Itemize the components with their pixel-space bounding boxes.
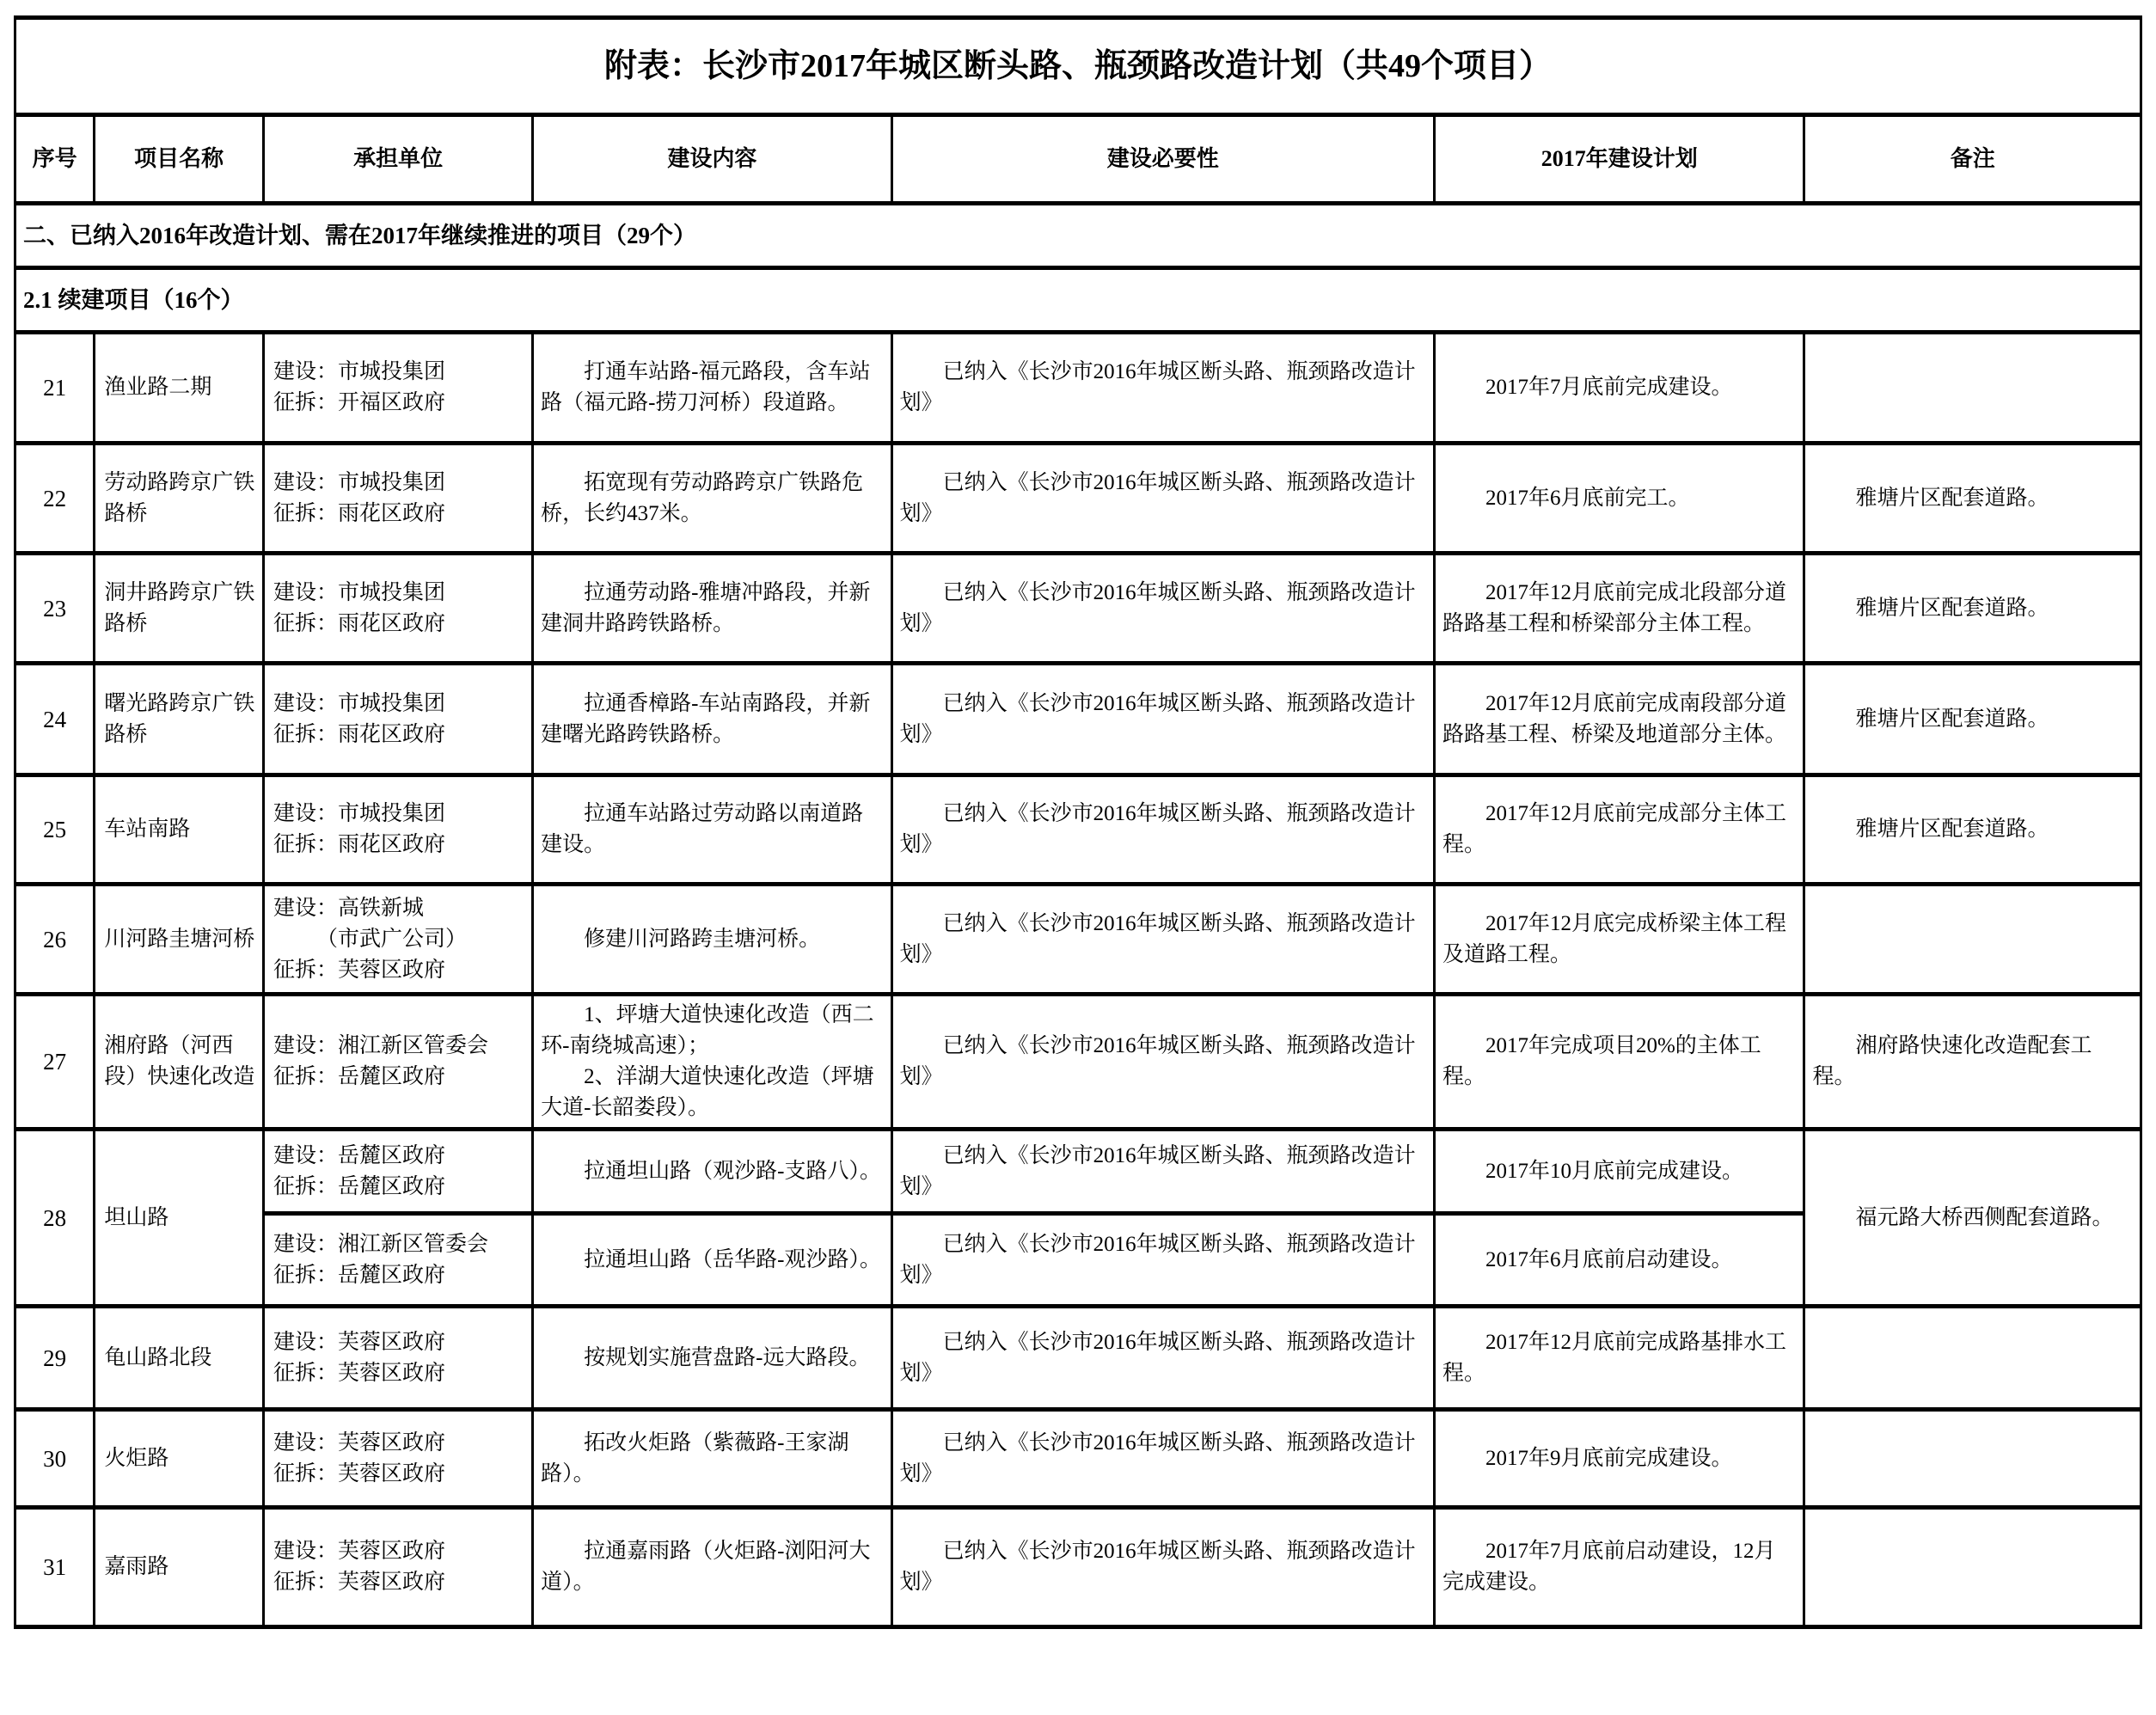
remark-text: 雅塘片区配套道路。 bbox=[1855, 596, 2049, 620]
unit-cell bbox=[264, 1508, 533, 1627]
content-text: 按规划实施营盘路-远大路段。 bbox=[584, 1345, 871, 1369]
row-no: 26 bbox=[15, 885, 95, 995]
remark-cell bbox=[1804, 1508, 2141, 1627]
project-name: 曙光路跨京广铁路桥 bbox=[95, 664, 264, 775]
unit-build-line: 建设：市城投集团 bbox=[273, 470, 446, 494]
plan-text: 2017年6月底前启动建设。 bbox=[1485, 1247, 1733, 1271]
plan-cell bbox=[1434, 1130, 1804, 1214]
plan-text: 2017年7月底前完成建设。 bbox=[1485, 376, 1733, 399]
table-row bbox=[15, 1307, 2141, 1410]
table-row bbox=[15, 995, 2141, 1130]
plan-text: 2017年10月底前完成建设。 bbox=[1485, 1159, 1743, 1183]
necessity-text: 已纳入《长沙市2016年城区断头路、瓶颈路改造计划》 bbox=[899, 1430, 1416, 1485]
content-text: 拓宽现有劳动路跨京广铁路危桥，长约437米。 bbox=[541, 470, 864, 525]
col-header-project-name: 项目名称 bbox=[95, 115, 264, 204]
section-heading-continued-projects: 二、已纳入2016年改造计划、需在2017年继续推进的项目（29个） bbox=[15, 204, 2141, 268]
col-header-no: 序号 bbox=[15, 115, 95, 204]
unit-demolish-line: 征拆：雨花区政府 bbox=[273, 833, 446, 856]
necessity-cell bbox=[891, 995, 1434, 1130]
necessity-text: 已纳入《长沙市2016年城区断头路、瓶颈路改造计划》 bbox=[899, 911, 1416, 966]
table-row bbox=[15, 554, 2141, 664]
necessity-text: 已纳入《长沙市2016年城区断头路、瓶颈路改造计划》 bbox=[899, 1232, 1416, 1287]
content-cell bbox=[533, 444, 892, 554]
unit-cell bbox=[264, 1410, 533, 1508]
project-name: 火炬路 bbox=[95, 1410, 264, 1508]
project-name: 渔业路二期 bbox=[95, 333, 264, 444]
remark-text: 雅塘片区配套道路。 bbox=[1855, 486, 2049, 510]
content-text: 拉通嘉雨路（火炬路-浏阳河大道）。 bbox=[541, 1540, 871, 1594]
unit-cell bbox=[264, 1307, 533, 1410]
table-row bbox=[15, 444, 2141, 554]
content-text: 拉通车站路过劳动路以南道路建设。 bbox=[541, 802, 864, 856]
table-row bbox=[15, 775, 2141, 885]
plan-text: 2017年12月底前完成南段部分道路路基工程、桥梁及地道部分主体。 bbox=[1442, 691, 1786, 746]
unit-demolish-line: 征拆：开福区政府 bbox=[273, 391, 446, 414]
col-header-necessity: 建设必要性 bbox=[891, 115, 1434, 204]
row-no: 30 bbox=[15, 1410, 95, 1508]
remark-cell bbox=[1804, 995, 2141, 1130]
unit-build-line: 建设：芙蓉区政府 bbox=[273, 1430, 446, 1455]
unit-build-line: 建设：市城投集团 bbox=[273, 360, 446, 383]
unit-build-line: 建设：湘江新区管委会 bbox=[273, 1034, 489, 1057]
project-name: 嘉雨路 bbox=[95, 1508, 264, 1627]
unit-build-line: 建设：湘江新区管委会 bbox=[273, 1232, 489, 1256]
project-name: 龟山路北段 bbox=[95, 1307, 264, 1410]
unit-cell bbox=[264, 664, 533, 775]
table-row bbox=[15, 333, 2141, 444]
content-cell bbox=[533, 554, 892, 664]
project-name: 车站南路 bbox=[95, 775, 264, 885]
necessity-cell bbox=[891, 1130, 1434, 1214]
necessity-text: 已纳入《长沙市2016年城区断头路、瓶颈路改造计划》 bbox=[899, 1143, 1416, 1198]
road-plan-table bbox=[14, 15, 2142, 1629]
content-cell bbox=[533, 775, 892, 885]
unit-cell bbox=[264, 775, 533, 885]
row-no: 28 bbox=[15, 1130, 95, 1307]
necessity-text: 已纳入《长沙市2016年城区断头路、瓶颈路改造计划》 bbox=[899, 1540, 1416, 1594]
unit-demolish-line: 征拆：岳麓区政府 bbox=[273, 1174, 446, 1198]
project-name: 劳动路跨京广铁路桥 bbox=[95, 444, 264, 554]
plan-cell bbox=[1434, 1508, 1804, 1627]
plan-text: 2017年7月底前启动建设，12月完成建设。 bbox=[1442, 1540, 1776, 1594]
plan-cell bbox=[1434, 885, 1804, 995]
necessity-text: 已纳入《长沙市2016年城区断头路、瓶颈路改造计划》 bbox=[899, 1034, 1416, 1088]
necessity-text: 已纳入《长沙市2016年城区断头路、瓶颈路改造计划》 bbox=[899, 691, 1416, 746]
necessity-cell bbox=[891, 775, 1434, 885]
unit-cell bbox=[264, 444, 533, 554]
column-header-row bbox=[15, 115, 2141, 204]
table-row bbox=[15, 1130, 2141, 1214]
plan-text: 2017年9月底前完成建设。 bbox=[1485, 1446, 1733, 1470]
row-no: 29 bbox=[15, 1307, 95, 1410]
unit-demolish-line: 征拆：芙蓉区政府 bbox=[273, 958, 446, 982]
table-row bbox=[15, 885, 2141, 995]
project-name: 川河路圭塘河桥 bbox=[95, 885, 264, 995]
unit-build-line: 建设：芙蓉区政府 bbox=[273, 1330, 446, 1354]
content-text: 拓改火炬路（紫薇路-王家湖路）。 bbox=[541, 1430, 849, 1485]
content-text-2: 2、洋湖大道快速化改造（坪塘大道-长韶娄段）。 bbox=[541, 1065, 874, 1119]
remark-text: 福元路大桥西侧配套道路。 bbox=[1855, 1205, 2114, 1229]
content-cell bbox=[533, 885, 892, 995]
necessity-text: 已纳入《长沙市2016年城区断头路、瓶颈路改造计划》 bbox=[899, 1330, 1416, 1385]
plan-cell bbox=[1434, 995, 1804, 1130]
col-header-plan-2017: 2017年建设计划 bbox=[1434, 115, 1804, 204]
row-no: 27 bbox=[15, 995, 95, 1130]
unit-cell bbox=[264, 554, 533, 664]
remark-cell bbox=[1804, 1130, 2141, 1307]
remark-cell bbox=[1804, 333, 2141, 444]
unit-cell bbox=[264, 995, 533, 1130]
unit-demolish-line: 征拆：芙蓉区政府 bbox=[273, 1461, 446, 1485]
plan-cell bbox=[1434, 664, 1804, 775]
content-text-1: 1、坪塘大道快速化改造（西二环-南绕城高速）； bbox=[541, 1003, 874, 1057]
unit-build-line: 建设：高铁新城 bbox=[273, 896, 425, 920]
table-row bbox=[15, 1410, 2141, 1508]
section-heading-ongoing-projects: 2.1 续建项目（16个） bbox=[15, 268, 2141, 333]
plan-text: 2017年6月底前完工。 bbox=[1485, 486, 1690, 510]
section-row-2 bbox=[15, 204, 2141, 268]
remark-cell bbox=[1804, 554, 2141, 664]
unit-demolish-line: 征拆：雨花区政府 bbox=[273, 501, 446, 525]
content-text: 拉通劳动路-雅塘冲路段，并新建洞井路跨铁路桥。 bbox=[541, 580, 871, 635]
unit-demolish-line: 征拆：岳麓区政府 bbox=[273, 1263, 446, 1287]
necessity-text: 已纳入《长沙市2016年城区断头路、瓶颈路改造计划》 bbox=[899, 360, 1416, 414]
project-name: 湘府路（河西段）快速化改造 bbox=[95, 995, 264, 1130]
page-title: 附表：长沙市2017年城区断头路、瓶颈路改造计划（共49个项目） bbox=[15, 18, 2141, 115]
plan-cell bbox=[1434, 554, 1804, 664]
necessity-cell bbox=[891, 1410, 1434, 1508]
unit-cell bbox=[264, 1214, 533, 1307]
remark-cell bbox=[1804, 664, 2141, 775]
unit-demolish-line: 征拆：芙蓉区政府 bbox=[273, 1361, 446, 1385]
necessity-cell bbox=[891, 664, 1434, 775]
content-cell bbox=[533, 1130, 892, 1214]
plan-text: 2017年完成项目20%的主体工程。 bbox=[1442, 1034, 1761, 1088]
content-cell bbox=[533, 333, 892, 444]
plan-cell bbox=[1434, 333, 1804, 444]
plan-cell bbox=[1434, 444, 1804, 554]
content-cell bbox=[533, 1410, 892, 1508]
section-row-2-1 bbox=[15, 268, 2141, 333]
content-text: 拉通香樟路-车站南路段，并新建曙光路跨铁路桥。 bbox=[541, 691, 871, 746]
remark-cell bbox=[1804, 1410, 2141, 1508]
unit-build-line: 建设：岳麓区政府 bbox=[273, 1143, 446, 1167]
necessity-cell bbox=[891, 1214, 1434, 1307]
plan-cell bbox=[1434, 775, 1804, 885]
content-cell bbox=[533, 664, 892, 775]
remark-cell bbox=[1804, 775, 2141, 885]
unit-build-line: 建设：市城投集团 bbox=[273, 691, 446, 715]
project-name: 洞井路跨京广铁路桥 bbox=[95, 554, 264, 664]
necessity-cell bbox=[891, 1508, 1434, 1627]
content-cell bbox=[533, 1307, 892, 1410]
content-text: 打通车站路-福元路段，含车站路（福元路-捞刀河桥）段道路。 bbox=[541, 360, 871, 414]
necessity-cell bbox=[891, 444, 1434, 554]
plan-cell bbox=[1434, 1307, 1804, 1410]
unit-demolish-line: 征拆：芙蓉区政府 bbox=[273, 1571, 446, 1594]
row-no: 22 bbox=[15, 444, 95, 554]
content-text: 拉通坦山路（观沙路-支路八）。 bbox=[584, 1159, 881, 1183]
col-header-unit: 承担单位 bbox=[264, 115, 533, 204]
content-text: 拉通坦山路（岳华路-观沙路）。 bbox=[584, 1247, 881, 1271]
necessity-cell bbox=[891, 333, 1434, 444]
remark-cell bbox=[1804, 885, 2141, 995]
necessity-cell bbox=[891, 1307, 1434, 1410]
necessity-cell bbox=[891, 554, 1434, 664]
unit-build-line: 建设：芙蓉区政府 bbox=[273, 1540, 446, 1563]
col-header-content: 建设内容 bbox=[533, 115, 892, 204]
unit-build-line: 建设：市城投集团 bbox=[273, 580, 446, 604]
unit-demolish-line: 征拆：雨花区政府 bbox=[273, 722, 446, 746]
necessity-text: 已纳入《长沙市2016年城区断头路、瓶颈路改造计划》 bbox=[899, 580, 1416, 635]
remark-cell bbox=[1804, 1307, 2141, 1410]
row-no: 21 bbox=[15, 333, 95, 444]
unit-demolish-line: 征拆：雨花区政府 bbox=[273, 611, 446, 635]
unit-cell bbox=[264, 885, 533, 995]
remark-text: 雅塘片区配套道路。 bbox=[1855, 707, 2049, 731]
remark-text: 雅塘片区配套道路。 bbox=[1855, 818, 2049, 841]
table-row bbox=[15, 664, 2141, 775]
unit-build-line-2: （市武广公司） bbox=[316, 927, 468, 951]
row-no: 24 bbox=[15, 664, 95, 775]
unit-cell bbox=[264, 1130, 533, 1214]
plan-text: 2017年12月底前完成路基排水工程。 bbox=[1442, 1330, 1786, 1385]
plan-text: 2017年12月底完成桥梁主体工程及道路工程。 bbox=[1442, 911, 1786, 966]
plan-cell bbox=[1434, 1214, 1804, 1307]
content-text: 修建川河路跨圭塘河桥。 bbox=[584, 927, 821, 951]
necessity-text: 已纳入《长沙市2016年城区断头路、瓶颈路改造计划》 bbox=[899, 470, 1416, 525]
plan-text: 2017年12月底前完成部分主体工程。 bbox=[1442, 802, 1786, 856]
col-header-remark: 备注 bbox=[1804, 115, 2141, 204]
row-no: 25 bbox=[15, 775, 95, 885]
remark-text: 湘府路快速化改造配套工程。 bbox=[1812, 1034, 2092, 1088]
table-row bbox=[15, 1508, 2141, 1627]
necessity-cell bbox=[891, 885, 1434, 995]
content-cell bbox=[533, 1508, 892, 1627]
project-name: 坦山路 bbox=[95, 1130, 264, 1307]
title-row bbox=[15, 18, 2141, 115]
plan-cell bbox=[1434, 1410, 1804, 1508]
unit-cell bbox=[264, 333, 533, 444]
row-no: 23 bbox=[15, 554, 95, 664]
content-cell bbox=[533, 995, 892, 1130]
unit-demolish-line: 征拆：岳麓区政府 bbox=[273, 1065, 446, 1088]
remark-cell bbox=[1804, 444, 2141, 554]
unit-build-line: 建设：市城投集团 bbox=[273, 802, 446, 825]
plan-text: 2017年12月底前完成北段部分道路路基工程和桥梁部分主体工程。 bbox=[1442, 580, 1786, 635]
row-no: 31 bbox=[15, 1508, 95, 1627]
necessity-text: 已纳入《长沙市2016年城区断头路、瓶颈路改造计划》 bbox=[899, 802, 1416, 856]
content-cell bbox=[533, 1214, 892, 1307]
